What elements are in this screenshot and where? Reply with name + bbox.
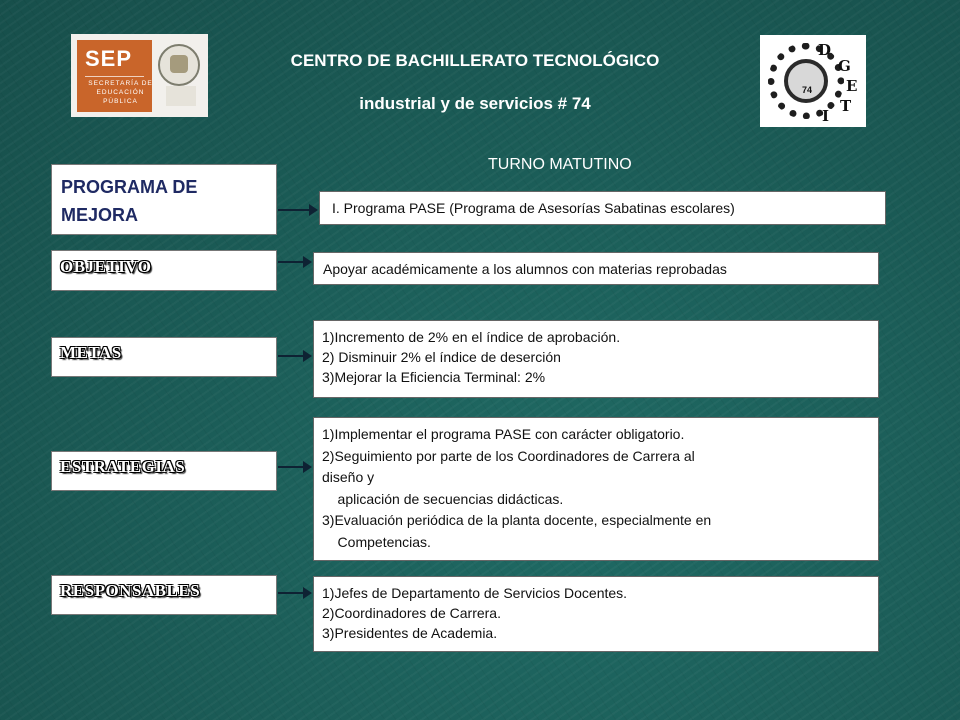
sep-logo — [71, 34, 208, 117]
shift-label: TURNO MATUTINO — [488, 156, 632, 173]
dgeti-letter-t: T — [840, 97, 852, 115]
arrow-right-icon — [278, 209, 316, 211]
dgeti-letter-g: G — [838, 57, 851, 75]
sep-acronym: SEP — [85, 46, 133, 71]
list-item: 3)Evaluación periódica de la planta docente, especialmente en — [322, 512, 712, 528]
sep-logo-panel — [77, 40, 152, 112]
sep-subtitle: SECRETARÍA DE EDUCACIÓN PÚBLICA — [88, 80, 153, 105]
responsables-content-box — [313, 576, 879, 652]
list-item: 3)Presidentes de Academia. — [322, 625, 498, 641]
programa-content-box — [319, 191, 886, 225]
dgeti-letter-d: D — [818, 41, 832, 59]
arrow-right-icon — [278, 466, 310, 468]
list-item: 2)Coordinadores de Carrera. — [322, 605, 501, 621]
dgeti-logo — [760, 35, 866, 127]
objetivo-content-box — [313, 252, 879, 285]
list-item: aplicación de secuencias didácticas. — [322, 490, 564, 507]
estrategias-content-box — [313, 417, 879, 561]
dgeti-number: 74 — [802, 85, 813, 95]
arrow-right-icon — [278, 261, 310, 263]
estrategias-label-box — [51, 451, 277, 491]
dgeti-letter-e: E — [846, 77, 858, 95]
sep-divider — [85, 76, 144, 77]
list-item: diseño y — [322, 469, 375, 485]
metas-content-box — [313, 320, 879, 398]
responsables-label-box — [51, 575, 277, 615]
programa-content: I. Programa PASE (Programa de Asesorías Sabatinas escolares) — [332, 200, 735, 216]
arrow-right-icon — [278, 355, 310, 357]
eagle-emblem-icon — [158, 44, 200, 86]
metas-label-box — [51, 337, 277, 377]
objetivo-content: Apoyar académicamente a los alumnos con materias reprobadas — [323, 261, 727, 277]
list-item: 2)Seguimiento por parte de los Coordinadores de Carrera al — [322, 447, 695, 464]
list-item: 3)Mejorar la Eficiencia Terminal: 2% — [322, 369, 546, 385]
metas-label: METAS — [60, 343, 122, 362]
list-item: Competencias. — [322, 533, 431, 550]
gear-hub-icon — [784, 59, 828, 103]
arrow-right-icon — [278, 592, 310, 594]
responsables-label: RESPONSABLES — [60, 581, 201, 600]
school-name-line2: industrial y de servicios # 74 — [359, 94, 591, 113]
list-item: 1)Incremento de 2% en el índice de aprobación. — [322, 329, 621, 345]
dgeti-letter-i: I — [822, 107, 830, 125]
emblem-base — [166, 86, 196, 106]
list-item: 1)Jefes de Departamento de Servicios Docentes. — [322, 585, 628, 601]
programa-label: PROGRAMA DE MEJORA — [61, 177, 198, 225]
list-item: 2) Disminuir 2% el índice de deserción — [322, 349, 561, 365]
objetivo-label: OBJETIVO — [60, 257, 152, 276]
objetivo-label-box — [51, 250, 277, 291]
list-item: 1)Implementar el programa PASE con carácter obligatorio. — [322, 426, 685, 442]
programa-label-box — [51, 164, 277, 235]
school-name-line1: CENTRO DE BACHILLERATO TECNOLÓGICO — [290, 51, 660, 70]
estrategias-label: ESTRATEGIAS — [60, 457, 186, 476]
